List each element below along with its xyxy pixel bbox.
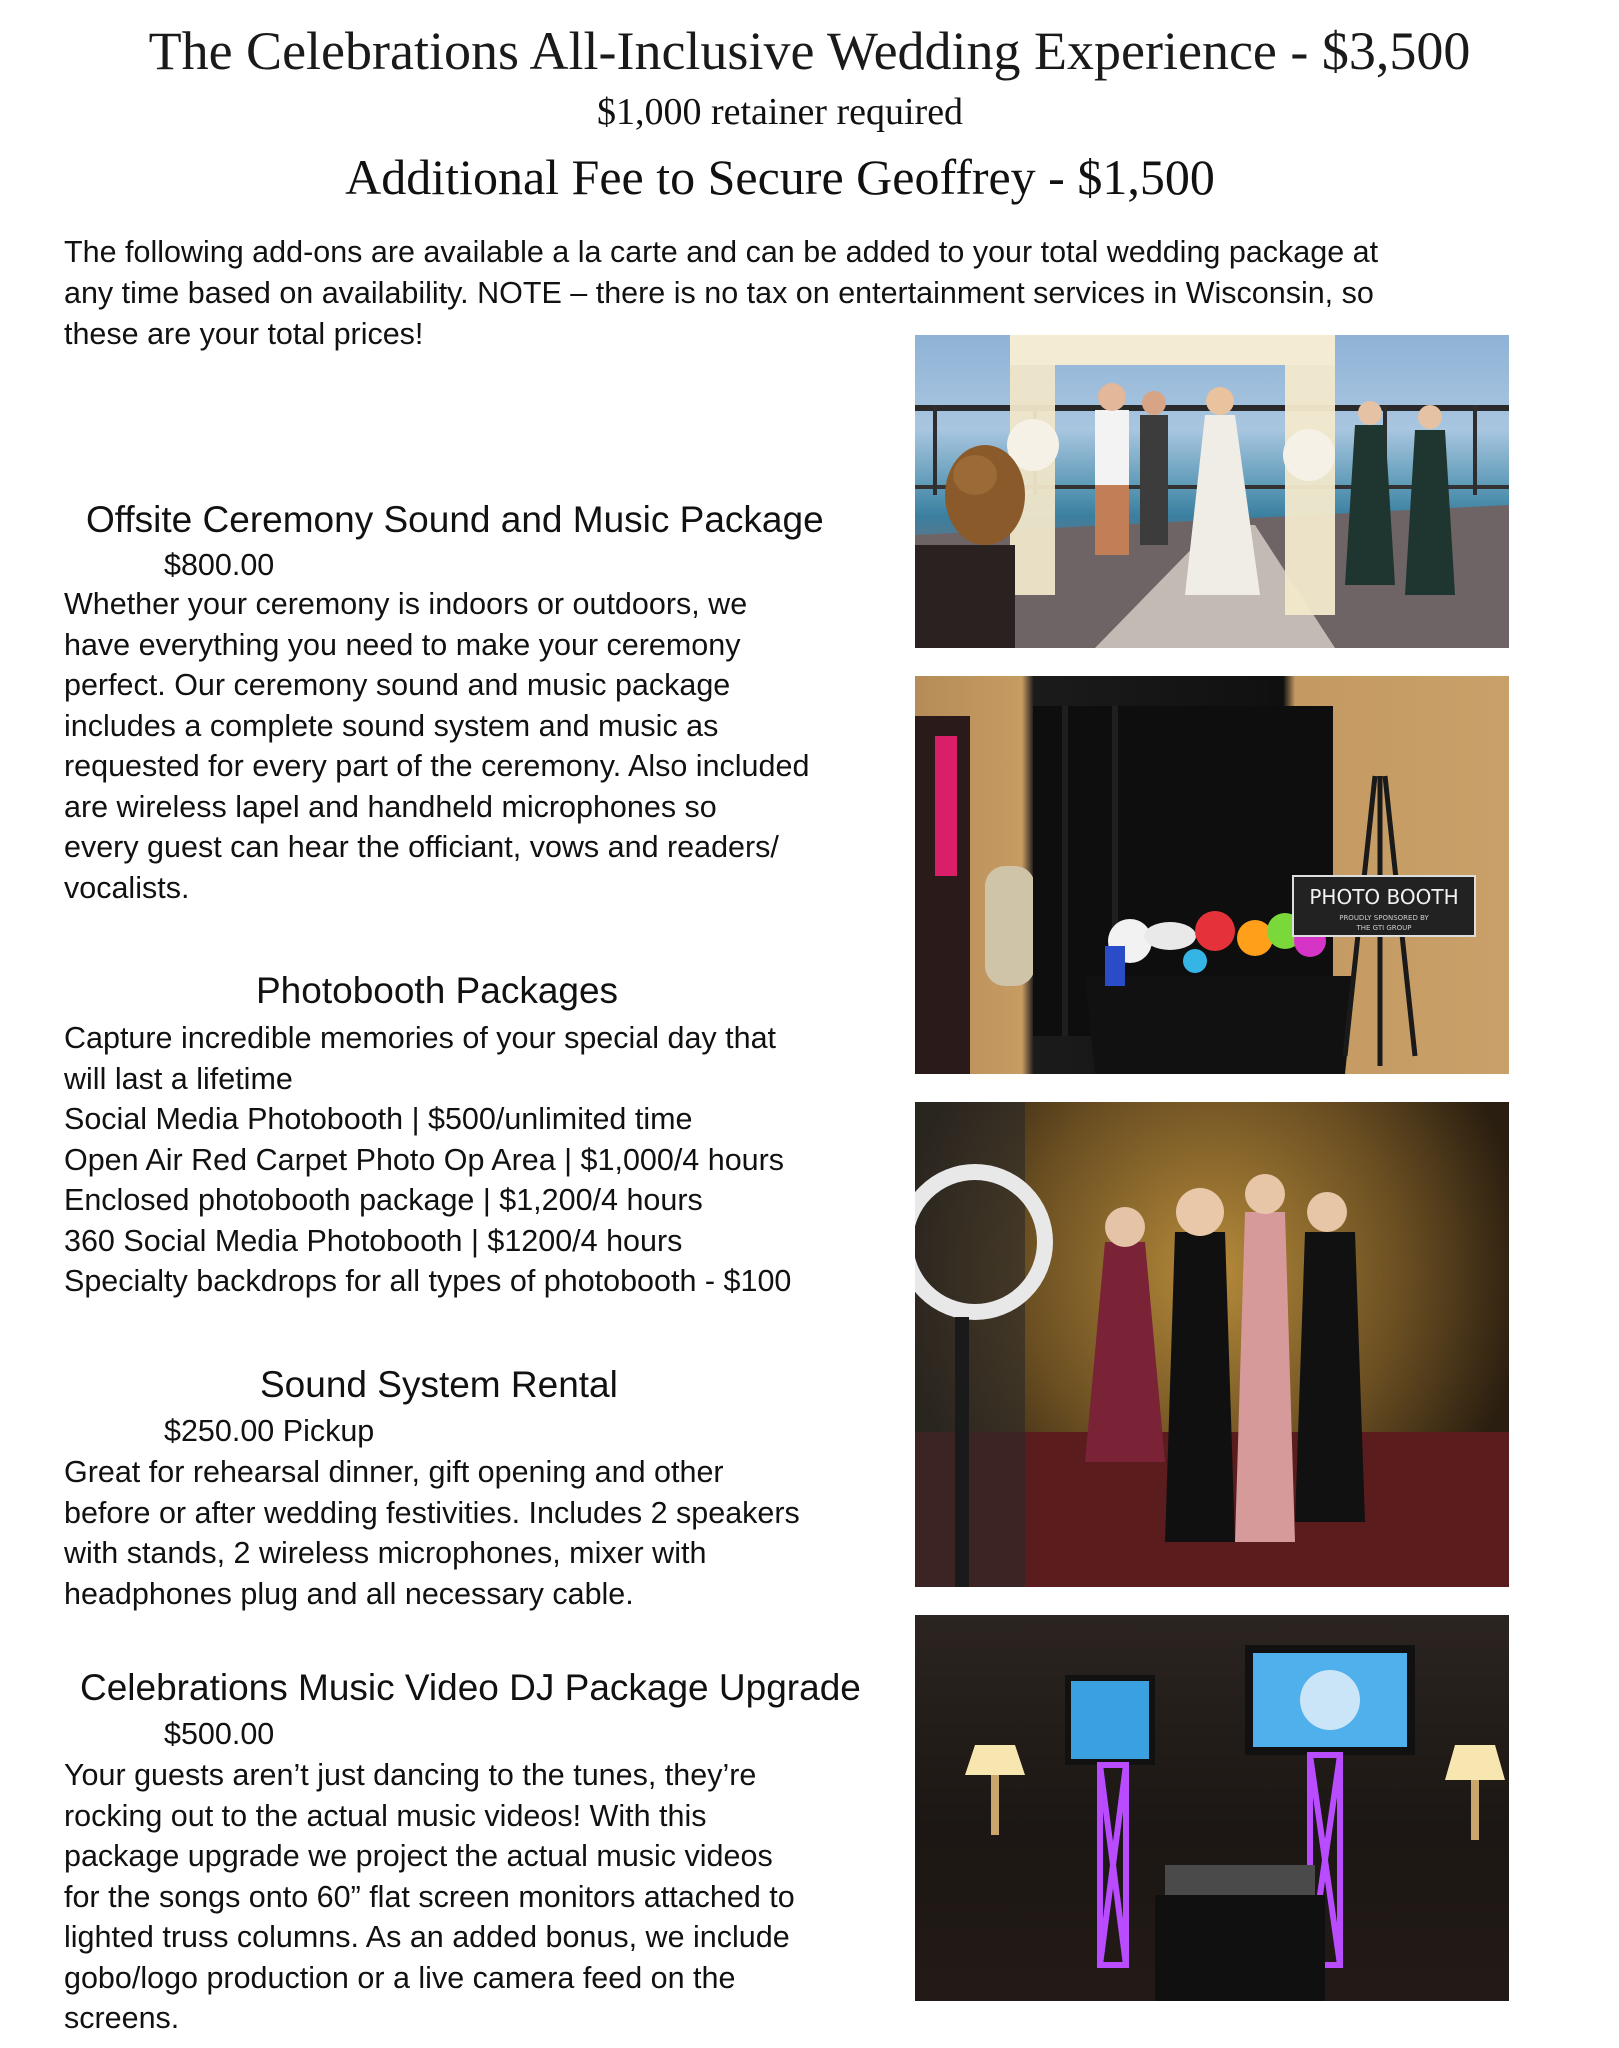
photobooth-line: Open Air Red Carpet Photo Op Area | $1,000/4 hours <box>64 1142 785 1177</box>
sound-title: Sound System Rental <box>260 1364 618 1405</box>
booth-sign-title: PHOTO BOOTH <box>1309 885 1459 909</box>
page-title: The Celebrations All-Inclusive Wedding Experience - $3,500 <box>148 21 1471 81</box>
photobooth-line: Capture incredible memories of your special day that <box>64 1021 777 1055</box>
sound-line: headphones plug and all necessary cable. <box>64 1576 634 1611</box>
intro-line: The following add-ons are available a la carte and can be added to your total wedding package at <box>64 235 1379 269</box>
photobooth-photo <box>915 676 1509 1074</box>
ceremony-description <box>64 584 904 908</box>
video-title: Celebrations Music Video DJ Package Upgrade <box>80 1667 861 1708</box>
video-line: for the songs onto 60” flat screen monitors attached to <box>64 1879 795 1914</box>
video-dj-photo-art <box>915 1615 1509 2001</box>
ceremony-title: Offsite Ceremony Sound and Music Package <box>86 499 824 540</box>
photobooth-title: Photobooth Packages <box>256 970 619 1011</box>
photobooth-photo-art <box>915 676 1509 1074</box>
sound-line: Great for rehearsal dinner, gift opening and other <box>64 1455 724 1489</box>
ceremony-line: includes a complete sound system and music as <box>64 708 719 743</box>
photobooth-line: Specialty backdrops for all types of photobooth - $100 <box>64 1264 792 1298</box>
photobooth-line: 360 Social Media Photobooth | $1200/4 hours <box>64 1223 683 1258</box>
video-description <box>64 1755 904 2039</box>
video-line: package upgrade we project the actual music videos <box>64 1839 773 1873</box>
booth-sign-brand: THE GTI GROUP <box>1356 924 1412 932</box>
ceremony-line: Whether your ceremony is indoors or outdoors, we <box>64 587 748 621</box>
sound-line: before or after wedding festivities. Includes 2 speakers <box>64 1495 800 1530</box>
photobooth-description <box>64 1018 904 1302</box>
sound-description <box>64 1452 904 1614</box>
intro-line: these are your total prices! <box>64 317 424 351</box>
ceremony-line: every guest can hear the officiant, vows and readers/ <box>64 830 779 864</box>
video-line: gobo/logo production or a live camera feed on the <box>64 1960 736 1995</box>
sound-price: $250.00 Pickup <box>164 1414 375 1448</box>
video-line: screens. <box>64 2001 180 2035</box>
dance-photo-art <box>915 1102 1509 1587</box>
photobooth-line: Social Media Photobooth | $500/unlimited time <box>64 1102 693 1136</box>
ceremony-line: are wireless lapel and handheld microphones so <box>64 789 717 824</box>
geoffrey-fee: Additional Fee to Secure Geoffrey - $1,500 <box>345 149 1215 205</box>
retainer-note: $1,000 retainer required <box>596 91 964 133</box>
ceremony-line: requested for every part of the ceremony. Also included <box>64 749 810 783</box>
video-dj-photo <box>915 1615 1509 2001</box>
ceremony-photo <box>915 335 1509 648</box>
ceremony-photo-art <box>915 335 1509 648</box>
video-line: Your guests aren’t just dancing to the tunes, they’re <box>64 1758 757 1792</box>
intro-line: any time based on availability. NOTE – there is no tax on entertainment services in Wisconsin, so <box>64 276 1374 310</box>
ceremony-price: $800.00 <box>164 548 275 582</box>
video-line: lighted truss columns. As an added bonus, we include <box>64 1920 790 1954</box>
dance-photo <box>915 1102 1509 1587</box>
ceremony-line: perfect. Our ceremony sound and music package <box>64 668 731 702</box>
video-price: $500.00 <box>164 1717 275 1751</box>
video-line: rocking out to the actual music videos! With this <box>64 1798 707 1833</box>
photobooth-line: will last a lifetime <box>64 1061 293 1096</box>
photobooth-line: Enclosed photobooth package | $1,200/4 hours <box>64 1183 703 1217</box>
booth-sign-subtitle: PROUDLY SPONSORED BY <box>1339 914 1429 922</box>
ceremony-line: have everything you need to make your ceremony <box>64 627 741 662</box>
sound-line: with stands, 2 wireless microphones, mixer with <box>64 1536 707 1570</box>
ceremony-line: vocalists. <box>64 870 190 905</box>
